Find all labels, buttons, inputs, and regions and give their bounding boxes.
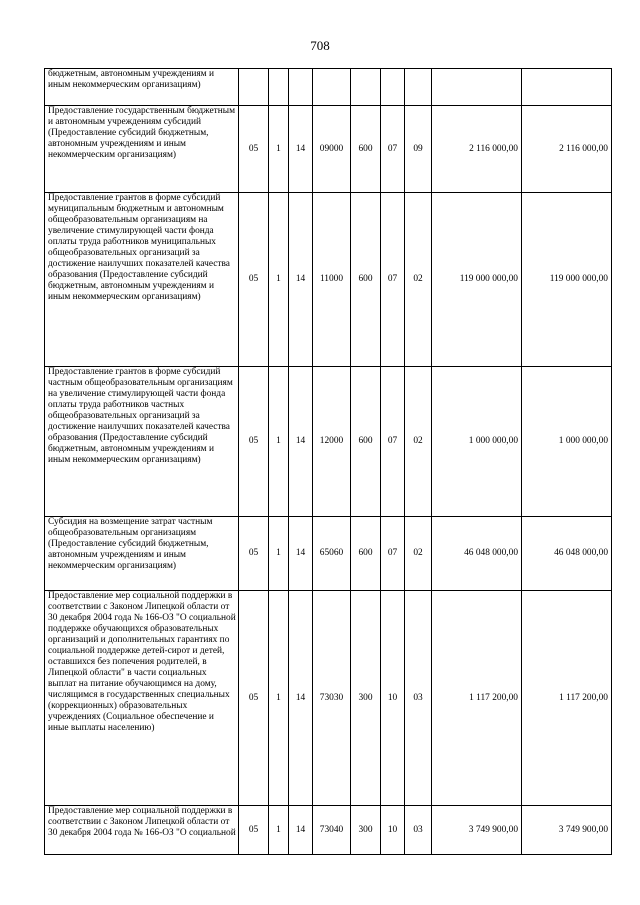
- amount-cell: 46 048 000,00: [522, 517, 612, 591]
- code-cell: 14: [289, 193, 313, 367]
- code-cell: 300: [351, 806, 381, 855]
- code-cell: 1: [269, 591, 289, 806]
- row-description: Предоставление грантов в форме субсидий муниципальным бюджетным и автономным общеобразовательным организациям на увеличение стимулирующей части фонда оплаты труда работников муниципальных общеобразовательных организаций за достижение наилучших показателей качества образования (Предоставление субсидий бюджетным, автономным учреждениям и иным некоммерческим организациям): [45, 193, 239, 367]
- amount-cell: 119 000 000,00: [432, 193, 522, 367]
- row-description: Предоставление мер социальной поддержки в соответствии с Законом Липецкой области от 30 декабря 2004 года № 166-ОЗ "О социальной поддержке обучающихся образовательных организаций и дополнительных гарантиях по социальной поддержке детей-сирот и детей, оставшихся без попечения родителей, в Липецкой области" в части социальных выплат на питание обучающимся на дому, числящимся в государственных специальных (коррекционных) образовательных учреждениях (Социальное обеспечение и иные выплаты населению): [45, 591, 239, 806]
- code-cell: [313, 69, 351, 106]
- table-row: [45, 591, 612, 806]
- code-cell: [381, 69, 405, 106]
- code-cell: 10: [381, 591, 405, 806]
- code-cell: 1: [269, 806, 289, 855]
- code-cell: 11000: [313, 193, 351, 367]
- amount-cell: 46 048 000,00: [432, 517, 522, 591]
- row-description: бюджетным, автономным учреждениям и иным некоммерческим организациям): [45, 69, 239, 106]
- code-cell: 02: [405, 517, 432, 591]
- table-row: [45, 517, 612, 591]
- code-cell: 05: [239, 806, 269, 855]
- code-cell: 05: [239, 106, 269, 193]
- code-cell: 73040: [313, 806, 351, 855]
- table-row: [45, 367, 612, 517]
- code-cell: [351, 69, 381, 106]
- code-cell: 02: [405, 193, 432, 367]
- code-cell: 07: [381, 517, 405, 591]
- code-cell: 14: [289, 106, 313, 193]
- code-cell: [239, 69, 269, 106]
- amount-cell: 119 000 000,00: [522, 193, 612, 367]
- code-cell: 07: [381, 106, 405, 193]
- code-cell: 65060: [313, 517, 351, 591]
- code-cell: [269, 69, 289, 106]
- table-row: [45, 69, 612, 106]
- amount-cell: 1 117 200,00: [522, 591, 612, 806]
- code-cell: 600: [351, 367, 381, 517]
- code-cell: [289, 69, 313, 106]
- amount-cell: [432, 69, 522, 106]
- row-description: Субсидия на возмещение затрат частным общеобразовательным организациям (Предоставление субсидий бюджетным, автономным учреждениям и иным некоммерческим организациям): [45, 517, 239, 591]
- table-row: [45, 193, 612, 367]
- code-cell: 07: [381, 193, 405, 367]
- code-cell: 03: [405, 591, 432, 806]
- code-cell: 1: [269, 193, 289, 367]
- code-cell: 14: [289, 517, 313, 591]
- code-cell: 600: [351, 106, 381, 193]
- code-cell: 1: [269, 367, 289, 517]
- code-cell: 14: [289, 367, 313, 517]
- code-cell: 05: [239, 591, 269, 806]
- code-cell: 07: [381, 367, 405, 517]
- amount-cell: [522, 69, 612, 106]
- code-cell: 05: [239, 193, 269, 367]
- code-cell: 300: [351, 591, 381, 806]
- amount-cell: 3 749 900,00: [522, 806, 612, 855]
- amount-cell: 3 749 900,00: [432, 806, 522, 855]
- code-cell: 14: [289, 591, 313, 806]
- row-description: Предоставление грантов в форме субсидий частным общеобразовательным организациям на увеличение стимулирующей части фонда оплаты труда работников частных общеобразовательных организаций за достижение наилучших показателей качества образования (Предоставление субсидий бюджетным, автономным учреждениям и иным некоммерческим организациям): [45, 367, 239, 517]
- page-number: 708: [310, 38, 330, 53]
- amount-cell: 1 117 200,00: [432, 591, 522, 806]
- code-cell: 09000: [313, 106, 351, 193]
- code-cell: 1: [269, 517, 289, 591]
- code-cell: 1: [269, 106, 289, 193]
- code-cell: 02: [405, 367, 432, 517]
- row-description: Предоставление государственным бюджетным и автономным учреждениям субсидий (Предоставление субсидий бюджетным, автономным учреждениям и иным некоммерческим организациям): [45, 106, 239, 193]
- code-cell: 12000: [313, 367, 351, 517]
- table-row: [45, 806, 612, 855]
- code-cell: 05: [239, 367, 269, 517]
- code-cell: 600: [351, 517, 381, 591]
- code-cell: 73030: [313, 591, 351, 806]
- code-cell: [405, 69, 432, 106]
- budget-table: [44, 68, 612, 855]
- code-cell: 05: [239, 517, 269, 591]
- code-cell: 14: [289, 806, 313, 855]
- amount-cell: 2 116 000,00: [432, 106, 522, 193]
- table-row: [45, 106, 612, 193]
- code-cell: 09: [405, 106, 432, 193]
- code-cell: 03: [405, 806, 432, 855]
- amount-cell: 1 000 000,00: [522, 367, 612, 517]
- code-cell: 600: [351, 193, 381, 367]
- row-description: Предоставление мер социальной поддержки в соответствии с Законом Липецкой области от 30 декабря 2004 года № 166-ОЗ "О социальной: [45, 806, 239, 855]
- amount-cell: 2 116 000,00: [522, 106, 612, 193]
- amount-cell: 1 000 000,00: [432, 367, 522, 517]
- code-cell: 10: [381, 806, 405, 855]
